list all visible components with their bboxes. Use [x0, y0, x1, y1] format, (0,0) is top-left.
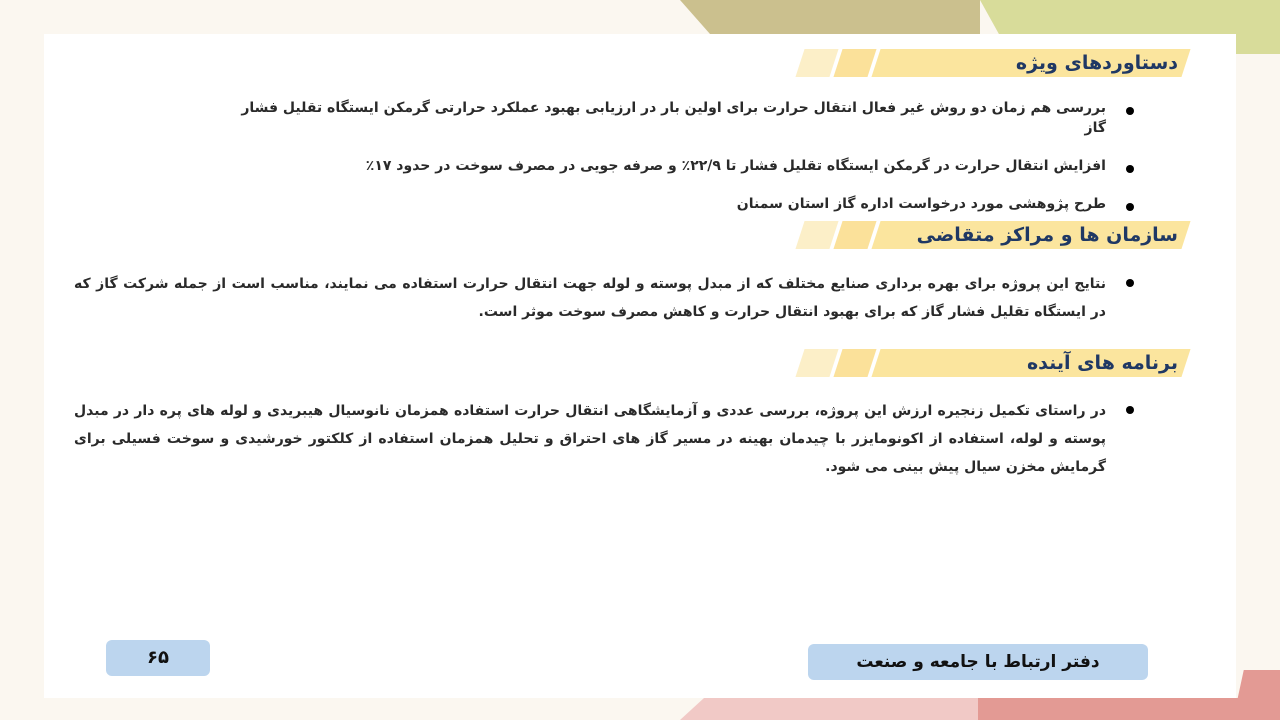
page-number-badge: ۶۵ — [106, 640, 210, 676]
list-item — [234, 156, 1134, 176]
bullet-icon — [1126, 279, 1134, 287]
bullet-icon — [1126, 165, 1134, 173]
bullet-icon — [1126, 107, 1134, 115]
future-plans-list — [74, 397, 1134, 481]
bullet-icon — [1126, 203, 1134, 211]
list-item — [74, 397, 1134, 481]
list-item-text: طرح پژوهشی مورد درخواست اداره گاز استان سمنان — [736, 196, 1106, 212]
slide-page — [44, 34, 1236, 698]
header-decor-strip — [833, 221, 876, 249]
corner-decoration-top-left-strip — [680, 0, 980, 34]
list-item — [234, 98, 1134, 138]
header-decor-strip — [833, 349, 876, 377]
header-decor-strip — [833, 49, 876, 77]
list-item-text: نتایج این پروژه برای بهره برداری صنایع مختلف که از مبدل پوسته و لوله جهت انتقال حرارت استفاده می نمایند، مناسب است از جمله شرکت گاز که در ایستگاه تقلیل فشار گاز که برای بهبود انتقال حرارت و کاهش مصرف سوخت موثر است. — [74, 276, 1106, 320]
section-title: دستاوردهای ویژه — [1015, 52, 1178, 74]
achievements-list — [234, 98, 1134, 232]
list-item — [234, 194, 1134, 214]
header-decor-strip — [795, 349, 838, 377]
list-item-text: افزایش انتقال حرارت در گرمکن ایستگاه تقلیل فشار تا ۲۲/۹٪ و صرفه جویی در مصرف سوخت در حدود ۱۷٪ — [365, 158, 1106, 174]
header-decor-strip — [795, 49, 838, 77]
list-item-text: بررسی هم زمان دو روش غیر فعال انتقال حرارت برای اولین بار در ارزیابی بهبود عملکرد حرارتی گرمکن ایستگاه تقلیل فشار گاز — [241, 100, 1106, 136]
section-header-achievements — [796, 49, 1186, 77]
section-title: سازمان ها و مراکز متقاضی — [916, 224, 1178, 246]
corner-decoration-bottom-left-strip — [680, 698, 980, 720]
bullet-icon — [1126, 406, 1134, 414]
applicants-list — [74, 270, 1134, 326]
list-item — [74, 270, 1134, 326]
list-item-text: در راستای تکمیل زنجیره ارزش این پروژه، بررسی عددی و آزمایشگاهی انتقال حرارت استفاده همزمان نانوسیال هیبریدی و لوله های پره دار در مبدل پوسته و لوله، استفاده از اکونومایزر با چیدمان بهینه در مسیر گاز های احتراق و تحلیل همزمان استفاده از کلکتور خورشیدی و سوخت فسیلی برای گرمایش مخزن سیال پیش بینی می شود. — [74, 403, 1106, 475]
section-header-applicants — [796, 221, 1186, 249]
section-title: برنامه های آینده — [1026, 352, 1178, 374]
header-decor-strip — [795, 221, 838, 249]
office-name-badge: دفتر ارتباط با جامعه و صنعت — [808, 644, 1148, 680]
section-header-future-plans — [796, 349, 1186, 377]
